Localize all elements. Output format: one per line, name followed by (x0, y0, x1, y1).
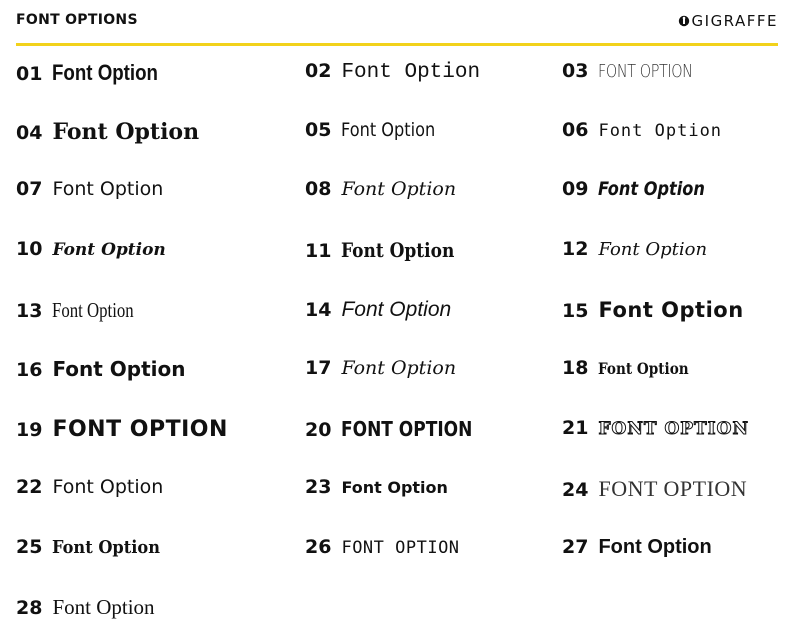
option-sample: Font Option (52, 476, 164, 498)
option-sample: FONT OPTION (52, 417, 228, 442)
option-number: 01 (16, 63, 43, 85)
font-option-26 (305, 536, 460, 558)
option-sample: Font Option (341, 478, 448, 497)
font-option-17 (305, 357, 456, 379)
font-option-09 (562, 178, 724, 200)
option-sample: Font Option (598, 359, 690, 378)
option-number: 26 (305, 536, 332, 558)
option-number: 19 (16, 419, 43, 441)
option-sample: Font Option (341, 238, 455, 262)
option-number: 14 (305, 299, 332, 321)
font-option-14 (305, 298, 451, 322)
option-number: 20 (305, 419, 332, 441)
option-number: 06 (562, 119, 589, 141)
font-option-20 (305, 417, 496, 441)
option-sample: Font Option (52, 357, 186, 381)
option-number: 25 (16, 536, 43, 558)
option-number: 15 (562, 300, 589, 322)
option-sample: Font Option (598, 178, 706, 200)
option-sample: Font Option (52, 298, 135, 322)
option-sample: FONT OPTION (598, 476, 748, 501)
font-option-03 (562, 60, 717, 82)
font-option-07 (16, 178, 163, 200)
option-number: 02 (305, 60, 332, 82)
font-option-21 (562, 417, 749, 439)
font-option-10 (16, 238, 166, 260)
option-number: 13 (16, 300, 43, 322)
option-sample: Font Option (341, 357, 457, 379)
option-number: 05 (305, 119, 332, 141)
giraffe-logo-icon (678, 15, 690, 27)
option-number: 03 (562, 60, 589, 82)
font-option-27 (562, 536, 712, 559)
font-option-01 (16, 60, 177, 86)
option-sample: Font Option (52, 60, 159, 85)
font-option-24 (562, 476, 747, 502)
option-sample: FONT OPTION (341, 538, 460, 558)
font-option-18 (562, 357, 705, 379)
option-number: 16 (16, 359, 43, 381)
font-option-06 (562, 119, 722, 141)
accent-divider (16, 43, 778, 46)
option-number: 11 (305, 240, 332, 262)
font-option-22 (16, 476, 163, 498)
header (0, 0, 794, 46)
font-option-19 (16, 417, 228, 442)
option-number: 17 (305, 357, 332, 379)
font-option-12 (562, 238, 707, 260)
option-number: 23 (305, 476, 332, 498)
option-sample: Font Option (341, 61, 481, 84)
option-sample: Font Option (52, 595, 155, 619)
option-sample: Font Option (341, 178, 457, 200)
font-option-23 (305, 476, 448, 498)
option-number: 12 (562, 238, 589, 260)
option-number: 22 (16, 476, 43, 498)
option-sample: Font Option (598, 121, 723, 141)
option-sample: Font Option (598, 536, 712, 558)
option-sample: Font Option (598, 239, 708, 260)
brand-logo (678, 12, 778, 30)
option-sample: Font Option (341, 298, 452, 321)
option-number: 21 (562, 417, 589, 439)
option-sample: Font Option (52, 119, 200, 145)
option-sample: FONT OPTION (598, 419, 749, 439)
option-sample: Font Option (52, 240, 166, 260)
font-option-02 (305, 60, 480, 84)
option-number: 04 (16, 122, 43, 144)
option-number: 18 (562, 357, 589, 379)
option-number: 09 (562, 178, 589, 200)
brand-text: GIGRAFFE (691, 12, 778, 30)
option-number: 28 (16, 597, 43, 619)
font-option-04 (16, 119, 199, 145)
font-option-05 (305, 119, 452, 141)
font-option-28 (16, 595, 155, 620)
option-sample: Font Option (52, 537, 161, 558)
option-number: 10 (16, 238, 43, 260)
font-option-16 (16, 357, 186, 381)
option-sample: Font Option (341, 119, 436, 141)
option-sample: Font Option (52, 178, 164, 200)
option-number: 07 (16, 178, 43, 200)
font-option-11 (305, 238, 475, 262)
option-number: 24 (562, 479, 589, 501)
font-option-15 (562, 298, 744, 322)
font-option-25 (16, 536, 172, 558)
font-option-08 (305, 178, 456, 200)
page-title: FONT OPTIONS (16, 12, 138, 28)
option-sample: Font Option (598, 298, 744, 322)
option-sample: FONT OPTION (598, 61, 693, 82)
option-number: 27 (562, 536, 589, 558)
option-number: 08 (305, 178, 332, 200)
option-sample: FONT OPTION (341, 417, 473, 441)
font-option-13 (16, 298, 155, 323)
